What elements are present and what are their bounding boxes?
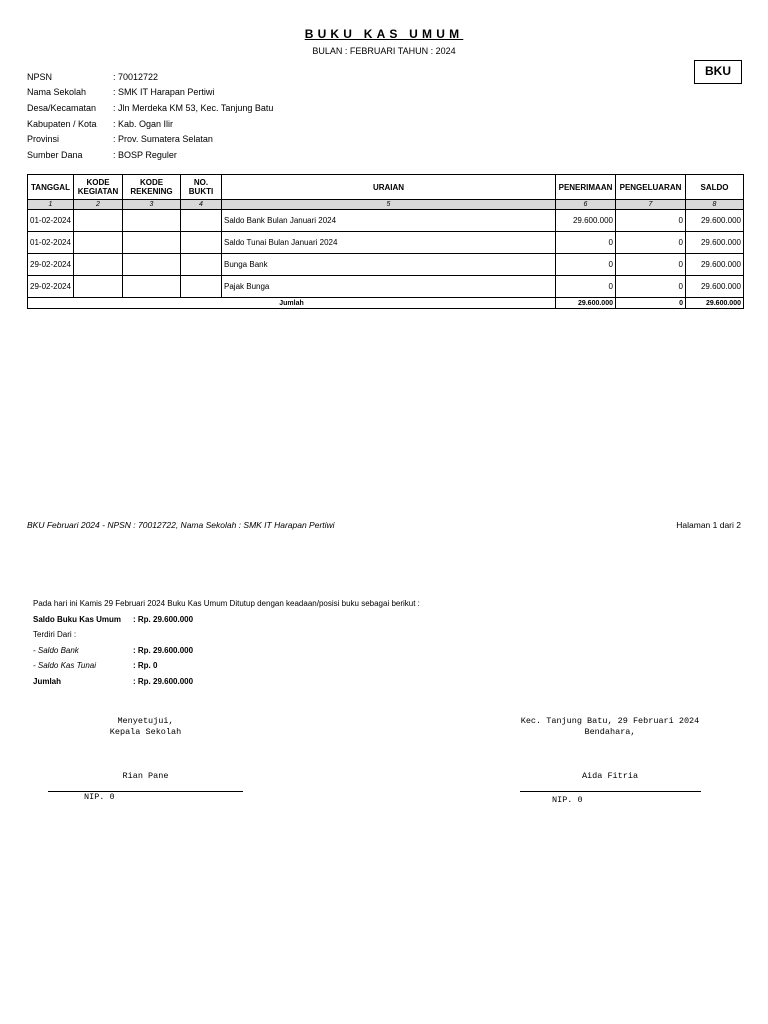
info-value: : BOSP Reguler <box>113 149 177 160</box>
table-row <box>28 210 744 232</box>
cell-bukti <box>181 210 222 232</box>
closing-terdiri: Terdiri Dari : <box>33 630 77 640</box>
col-number: 4 <box>181 200 222 210</box>
ledger-table <box>27 174 744 309</box>
closing-statement <box>33 596 420 689</box>
info-value: : Prov. Sumatera Selatan <box>113 134 213 145</box>
col-header-tanggal: TANGGAL <box>28 175 74 200</box>
col-number: 2 <box>74 200 123 210</box>
sig-left-line2: Kepala Sekolah <box>109 727 182 737</box>
bku-badge: BKU <box>694 60 742 84</box>
sig-left-nip: NIP. 0 <box>84 792 115 802</box>
sig-left-underline <box>48 791 243 792</box>
table-row <box>28 254 744 276</box>
cell-tanggal: 29-02-2024 <box>28 276 74 298</box>
cell-kegiatan <box>74 254 123 276</box>
cell-rekening <box>123 210 181 232</box>
cell-rekening <box>123 276 181 298</box>
col-number: 6 <box>556 200 616 210</box>
closing-intro: Pada hari ini Kamis 29 Februari 2024 Buku Kas Umum Ditutup dengan keadaan/posisi buku sebagai berikut : <box>33 599 420 609</box>
col-number: 8 <box>686 200 744 210</box>
page-number: Halaman 1 dari 2 <box>676 520 741 530</box>
closing-tunai-value: : Rp. 0 <box>133 661 158 671</box>
sig-left-name: Rian Pane <box>122 771 169 781</box>
col-header-pengeluaran: PENGELUARAN <box>616 175 686 200</box>
cell-pengeluaran: 0 <box>616 254 686 276</box>
cell-tanggal: 01-02-2024 <box>28 232 74 254</box>
closing-bank-label: - Saldo Bank <box>33 645 79 655</box>
cell-kegiatan <box>74 232 123 254</box>
page-subtitle: BULAN : FEBRUARI TAHUN : 2024 <box>312 46 456 56</box>
column-number-row <box>28 200 744 210</box>
info-value: : 70012722 <box>113 71 159 82</box>
table-header-row <box>28 175 744 200</box>
signature-left <box>48 716 243 738</box>
page-footer-info: BKU Februari 2024 - NPSN : 70012722, Nama Sekolah : SMK IT Harapan Pertiwi <box>27 520 335 530</box>
cell-rekening <box>123 254 181 276</box>
info-value: : SMK IT Harapan Pertiwi <box>113 87 215 98</box>
info-label: Desa/Kecamatan <box>27 102 97 113</box>
closing-tunai-row <box>33 658 420 674</box>
cell-tanggal: 29-02-2024 <box>28 254 74 276</box>
cell-uraian: Bunga Bank <box>222 254 556 276</box>
signature-right <box>500 716 720 738</box>
cell-tanggal: 01-02-2024 <box>28 210 74 232</box>
info-row-kabupaten <box>27 116 273 132</box>
cell-penerimaan: 29.600.000 <box>556 210 616 232</box>
cell-uraian: Saldo Tunai Bulan Januari 2024 <box>222 232 556 254</box>
cell-pengeluaran: 0 <box>616 210 686 232</box>
col-header-saldo: SALDO <box>686 175 744 200</box>
cell-saldo: 29.600.000 <box>686 232 744 254</box>
cell-pengeluaran: 0 <box>616 232 686 254</box>
info-row-nama-sekolah <box>27 85 273 101</box>
sig-right-underline <box>520 791 701 792</box>
cell-pengeluaran: 0 <box>616 276 686 298</box>
closing-jumlah-row <box>33 674 420 690</box>
sig-right-line1: Kec. Tanjung Batu, 29 Februari 2024 <box>520 716 700 726</box>
info-row-desa <box>27 100 273 116</box>
col-header-kode-kegiatan: KODE KEGIATAN <box>74 175 123 200</box>
closing-saldo-row <box>33 612 420 628</box>
total-penerimaan: 29.600.000 <box>556 298 616 309</box>
cell-uraian: Pajak Bunga <box>222 276 556 298</box>
cell-saldo: 29.600.000 <box>686 254 744 276</box>
col-number: 3 <box>123 200 181 210</box>
sig-right-name: Aida Fitria <box>581 771 639 781</box>
col-header-uraian: URAIAN <box>222 175 556 200</box>
closing-bank-row <box>33 643 420 659</box>
closing-bank-value: : Rp. 29.600.000 <box>133 645 194 655</box>
closing-tunai-label: - Saldo Kas Tunai <box>33 661 96 671</box>
cell-kegiatan <box>74 210 123 232</box>
info-label: NPSN <box>27 71 53 82</box>
info-label: Sumber Dana <box>27 149 83 160</box>
col-number: 1 <box>28 200 74 210</box>
total-pengeluaran: 0 <box>616 298 686 309</box>
cell-penerimaan: 0 <box>556 276 616 298</box>
closing-saldo-value: : Rp. 29.600.000 <box>133 614 194 624</box>
col-number: 5 <box>222 200 556 210</box>
table-row <box>28 276 744 298</box>
cell-penerimaan: 0 <box>556 232 616 254</box>
cell-bukti <box>181 232 222 254</box>
info-row-npsn <box>27 69 273 85</box>
total-saldo: 29.600.000 <box>686 298 744 309</box>
total-label: Jumlah <box>28 298 556 309</box>
cell-bukti <box>181 276 222 298</box>
info-label: Nama Sekolah <box>27 87 87 98</box>
info-row-provinsi <box>27 131 273 147</box>
sig-left-line1: Menyetujui, <box>117 716 174 726</box>
school-info <box>27 69 273 163</box>
cell-penerimaan: 0 <box>556 254 616 276</box>
info-value: : Jln Merdeka KM 53, Kec. Tanjung Batu <box>113 102 274 113</box>
col-number: 7 <box>616 200 686 210</box>
sig-right-nip: NIP. 0 <box>552 795 583 805</box>
col-header-penerimaan: PENERIMAAN <box>556 175 616 200</box>
cell-rekening <box>123 232 181 254</box>
cell-kegiatan <box>74 276 123 298</box>
col-header-kode-rekening: KODE REKENING <box>123 175 181 200</box>
info-value: : Kab. Ogan Ilir <box>113 118 174 129</box>
closing-jumlah-value: : Rp. 29.600.000 <box>133 676 194 686</box>
closing-saldo-label: Saldo Buku Kas Umum <box>33 614 122 624</box>
info-label: Provinsi <box>27 134 60 145</box>
sig-right-line2: Bendahara, <box>584 727 636 737</box>
cell-saldo: 29.600.000 <box>686 210 744 232</box>
cell-uraian: Saldo Bank Bulan Januari 2024 <box>222 210 556 232</box>
total-row <box>28 298 744 309</box>
table-row <box>28 232 744 254</box>
info-label: Kabupaten / Kota <box>27 118 97 129</box>
col-header-no-bukti: NO. BUKTI <box>181 175 222 200</box>
closing-jumlah-label: Jumlah <box>33 676 62 686</box>
page-title: BUKU KAS UMUM <box>304 27 464 41</box>
cell-bukti <box>181 254 222 276</box>
info-row-sumber-dana <box>27 147 273 163</box>
cell-saldo: 29.600.000 <box>686 276 744 298</box>
